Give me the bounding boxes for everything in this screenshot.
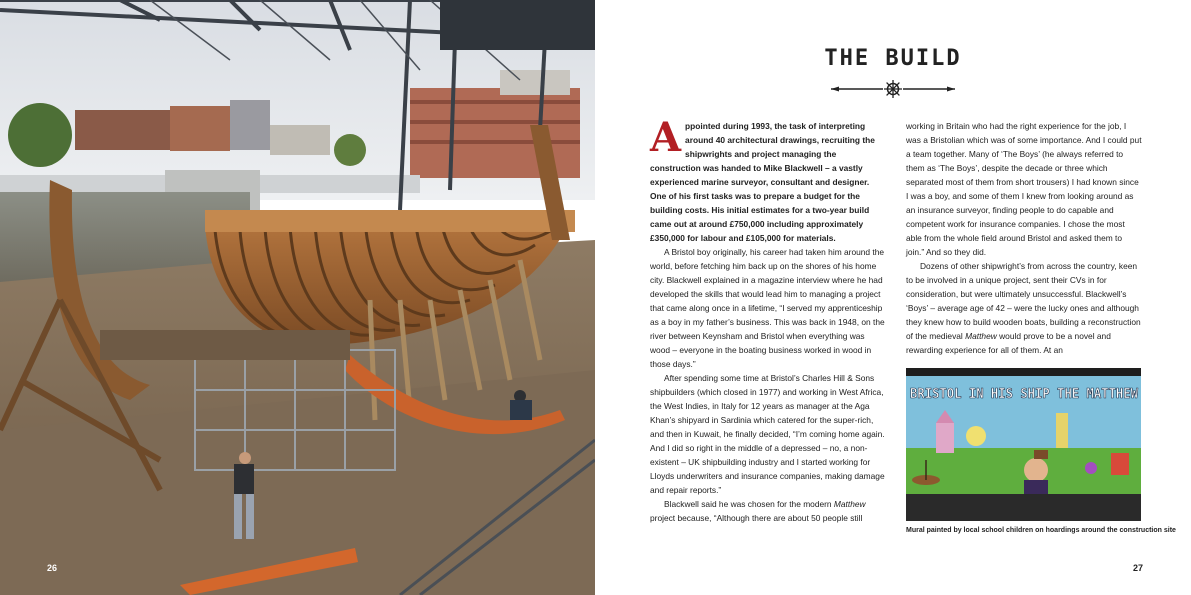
page-number-left: 26 <box>47 563 58 573</box>
para5-italic: Matthew <box>965 331 997 341</box>
para5-start: Dozens of other shipwright’s from across the country, keen to be involved in a unique project, sent their CVs in for consideration, but were ultimately unsuccessful. Blackwell’s ‘Boys’ – average age of 42 – were the lucky ones and although they knew how to build wooden boats, building a reconstruction of the medieval <box>906 261 1141 341</box>
drop-cap: A <box>650 114 682 161</box>
para3-italic: Matthew <box>833 499 866 509</box>
page-title: THE BUILD <box>824 46 962 71</box>
lead-paragraph: ppointed during 1993, the task of interpreting around 40 architectural drawings, recruiting the shipwrights and project managing the construction was handed to Mike Blackwell – a vastly experienced marine surveyor, consultant and designer. One of his first tasks was to prepare a budget for the building costs. His initial estimates for a two-year build came out at around £750,000 including approximately £350,000 for labour and £105,000 for materials. <box>650 121 875 243</box>
body-paragraph-2: After spending some time at Bristol’s Charles Hill & Sons shipbuilders (which closed in 1977) and working in West Africa, the West Indies, in Italy for 12 years as manager at the Aga Khan’s shipyard in Sardinia which catered for the super-rich, and then in Kuwait, he finally decided, “I’m coming home again. And I did so right in the middle of a depressed – no, a non-existent – UK shipbuilding industry and I started working for Lloyds underwriters and insurance companies, making damage and repair reports.” <box>650 373 885 495</box>
para3-start: Blackwell said he was chosen for the modern <box>664 499 834 509</box>
right-page <box>595 0 1191 595</box>
left-page <box>0 0 595 595</box>
text-column-left <box>650 114 886 525</box>
shipbuilding-photo <box>0 0 595 595</box>
body-paragraph-3 <box>650 497 886 525</box>
image-caption: Mural painted by local school children on hoardings around the construction site <box>906 527 1176 534</box>
para3-end: project because, “Although there are about 50 people still <box>650 513 863 523</box>
mural-photo <box>906 368 1141 521</box>
para5-end: would prove to be a novel and rewarding experience for all of them. At an <box>906 331 1111 355</box>
ships-wheel-ornament-icon <box>831 80 955 98</box>
page-number-right: 27 <box>1133 563 1144 573</box>
body-paragraph-5 <box>906 259 1142 357</box>
body-paragraph-1: A Bristol boy originally, his career had taken him around the world, before fetching him back up on the shores of his home city. Blackwell explained in a magazine interview where he had developed the skills that would lead him to managing a project that came along once in a lifetime, “I served my apprenticeship as a boy in my father’s business. This was back in 1948, on the river between Keynsham and Bristol when everything was wood – everyone in the boating business worked in wood in those days.” <box>650 247 885 369</box>
mural-heading: BRISTOL IN HIS SHIP THE MATTHEW <box>910 387 1139 402</box>
text-column-right <box>906 119 1142 357</box>
body-paragraph-4: working in Britain who had the right experience for the job, I was a Bristolian which was of some importance. And I could put a team together. Many of ‘The Boys’ (he always referred to them as ‘The Boys’, despite the decade or three which separated most of them from short trousers) I had known since I was a boy, and some of them I knew from looking around as an insurance surveyor, finding people to do capable and competent work for insurance companies. I chose the most able from the whole field around Bristol and asked them to join.” And so they did. <box>906 121 1142 257</box>
